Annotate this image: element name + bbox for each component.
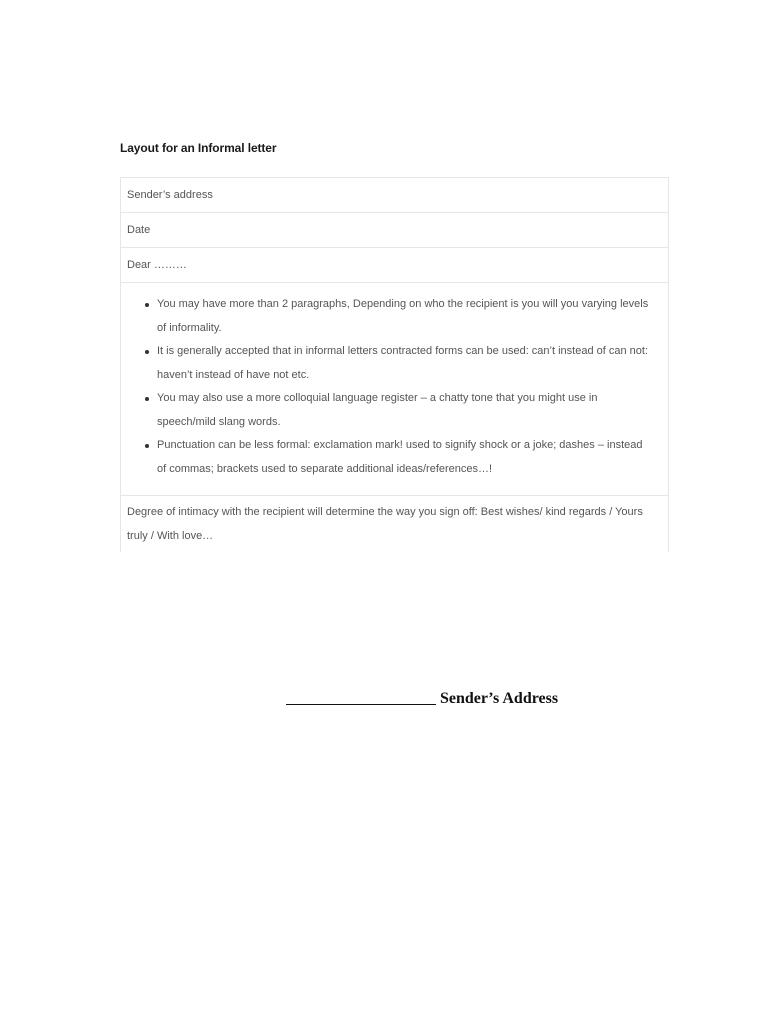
sender-address-field bbox=[286, 690, 558, 708]
page-title: Layout for an Informal letter bbox=[120, 141, 277, 155]
date-row: Date bbox=[121, 213, 668, 248]
list-item: You may also use a more colloquial language register – a chatty tone that you might use in speech/mild slang words. bbox=[143, 387, 652, 434]
blank-line bbox=[286, 704, 436, 705]
salutation-row: Dear ……… bbox=[121, 248, 668, 283]
letter-layout-table bbox=[120, 177, 669, 552]
sender-address-label: Sender’s Address bbox=[440, 690, 559, 707]
list-item: It is generally accepted that in informal letters contracted forms can be used: can’t instead of can not: haven’t instead of have not etc. bbox=[143, 340, 652, 387]
list-item: You may have more than 2 paragraphs, Depending on who the recipient is you will you varying levels of informality. bbox=[143, 293, 652, 340]
signoff-row: Degree of intimacy with the recipient will determine the way you sign off: Best wishes/ kind regards / Yours truly / With love… bbox=[127, 506, 643, 542]
body-guidelines-row bbox=[121, 283, 668, 496]
guidelines-list bbox=[127, 293, 662, 481]
list-item: Punctuation can be less formal: exclamation mark! used to signify shock or a joke; dashes – instead of commas; brackets used to separate additional ideas/references…! bbox=[143, 434, 652, 481]
sender-address-row: Sender’s address bbox=[121, 178, 668, 213]
